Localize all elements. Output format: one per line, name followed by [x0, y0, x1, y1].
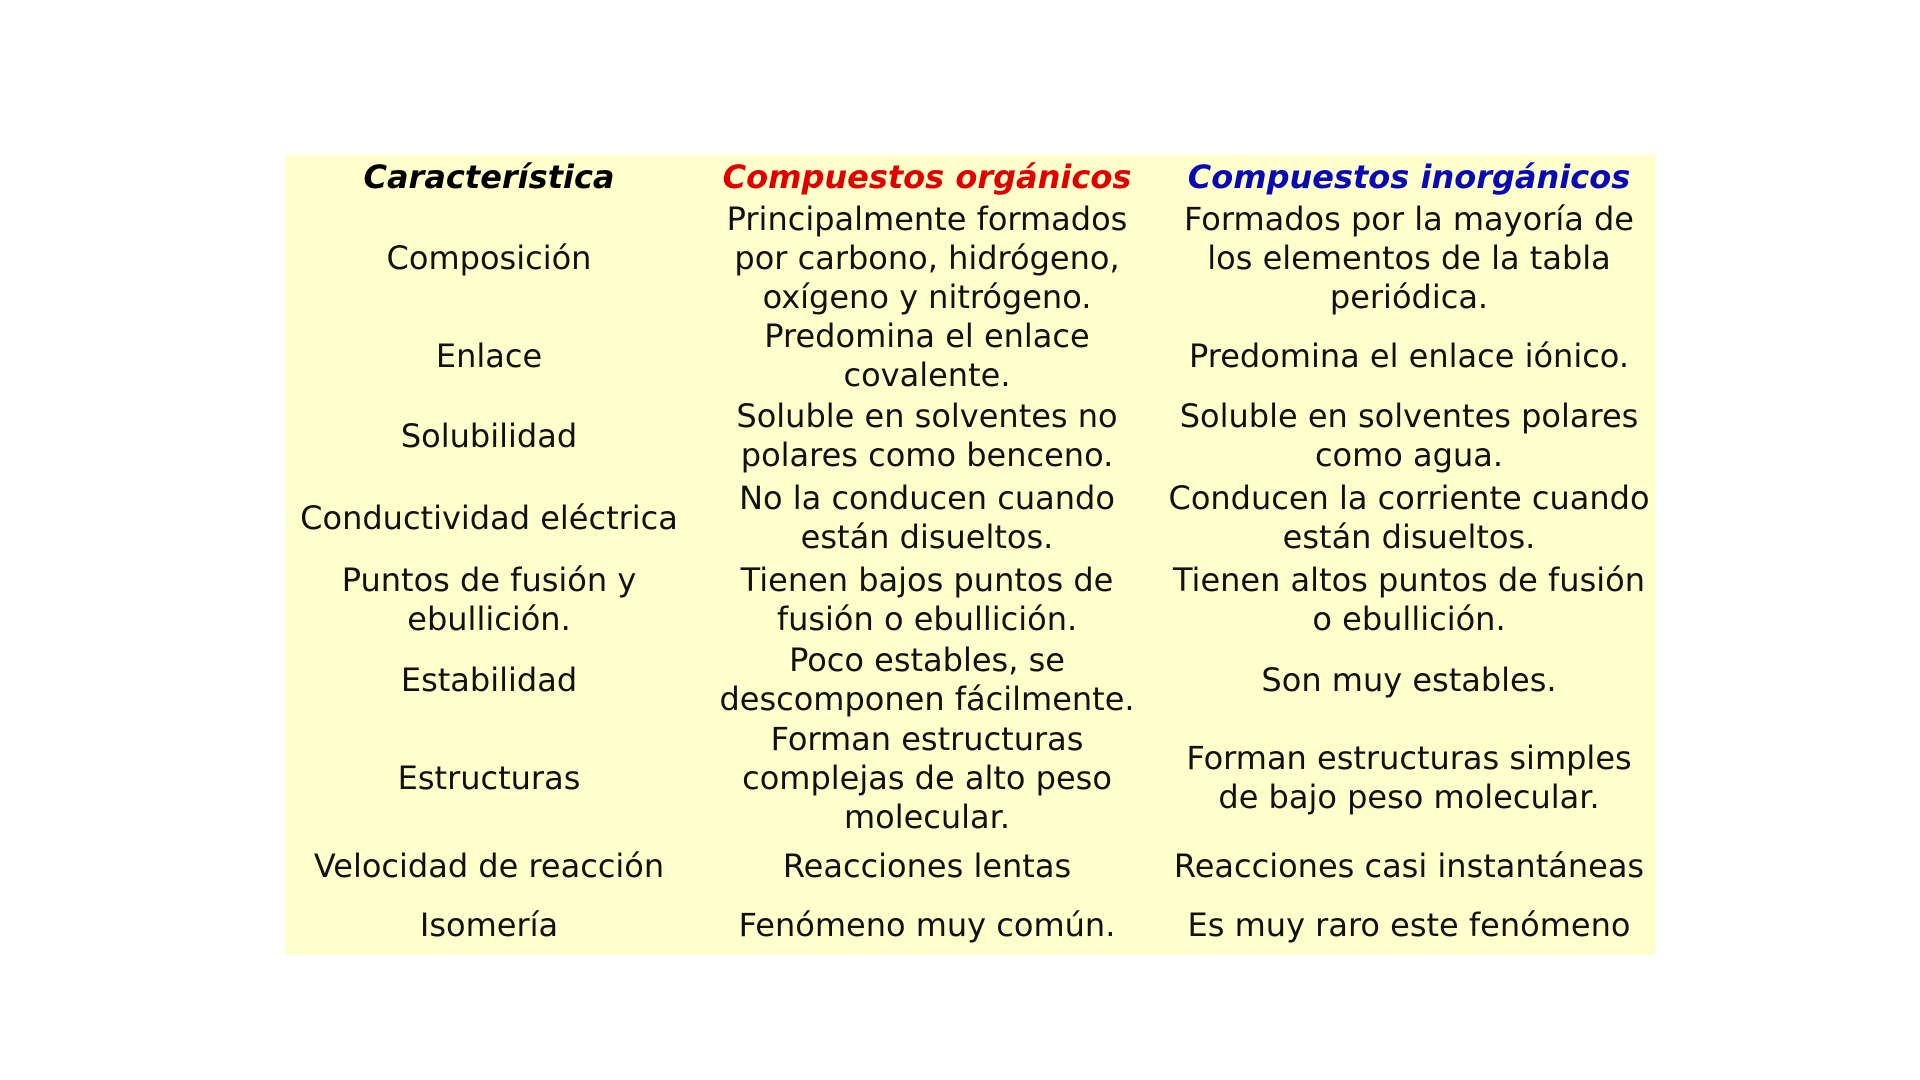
row-organic: Forman estructuras complejas de alto peso molecular. [742, 719, 1112, 836]
table-row [286, 895, 1656, 955]
row-characteristic: Estabilidad [400, 660, 578, 699]
row-characteristic: Isomería [419, 905, 559, 944]
row-inorganic: Son muy estables. [1261, 660, 1557, 699]
row-inorganic: Conducen la corriente cuando están disueltos. [1168, 479, 1650, 556]
row-characteristic: Puntos de fusión y ebullición. [341, 561, 637, 638]
table-row [286, 719, 1656, 837]
header-organic-compounds: Compuestos orgánicos [722, 157, 1132, 196]
table-row [286, 559, 1656, 641]
table-row [286, 317, 1656, 395]
row-characteristic: Estructuras [397, 758, 581, 797]
row-organic: Reacciones lentas [782, 846, 1072, 885]
table-row [286, 395, 1656, 477]
table-row [286, 199, 1656, 317]
row-characteristic: Velocidad de reacción [313, 846, 665, 885]
row-inorganic: Es muy raro este fenómeno [1187, 905, 1631, 944]
row-characteristic: Composición [386, 238, 592, 277]
row-organic: Predomina el enlace covalente. [764, 317, 1090, 394]
row-organic: Soluble en solventes no polares como benceno. [736, 397, 1118, 474]
row-inorganic: Formados por la mayoría de los elementos de la tabla periódica. [1184, 199, 1634, 316]
row-organic: Poco estables, se descomponen fácilmente. [719, 641, 1135, 718]
row-inorganic: Predomina el enlace iónico. [1189, 336, 1629, 375]
row-organic: Principalmente formados por carbono, hidrógeno, oxígeno y nitrógeno. [726, 199, 1128, 316]
row-characteristic: Enlace [435, 336, 543, 375]
row-organic: No la conducen cuando están disueltos. [739, 479, 1115, 556]
table-header-row [286, 155, 1656, 199]
comparison-table [286, 155, 1656, 955]
header-characteristic: Característica [363, 157, 615, 196]
row-organic: Fenómeno muy común. [738, 905, 1116, 944]
row-inorganic: Tienen altos puntos de fusión o ebullición. [1172, 561, 1645, 638]
table-row [286, 477, 1656, 559]
table-row [286, 641, 1656, 719]
row-characteristic: Solubilidad [400, 416, 578, 455]
row-characteristic: Conductividad eléctrica [300, 498, 678, 537]
row-organic: Tienen bajos puntos de fusión o ebullición. [740, 561, 1114, 638]
row-inorganic: Soluble en solventes polares como agua. [1179, 397, 1639, 474]
row-inorganic: Forman estructuras simples de bajo peso molecular. [1186, 739, 1632, 816]
header-inorganic-compounds: Compuestos inorgánicos [1187, 157, 1631, 196]
row-inorganic: Reacciones casi instantáneas [1173, 846, 1645, 885]
table-row [286, 837, 1656, 895]
comparison-table-panel [286, 155, 1656, 955]
